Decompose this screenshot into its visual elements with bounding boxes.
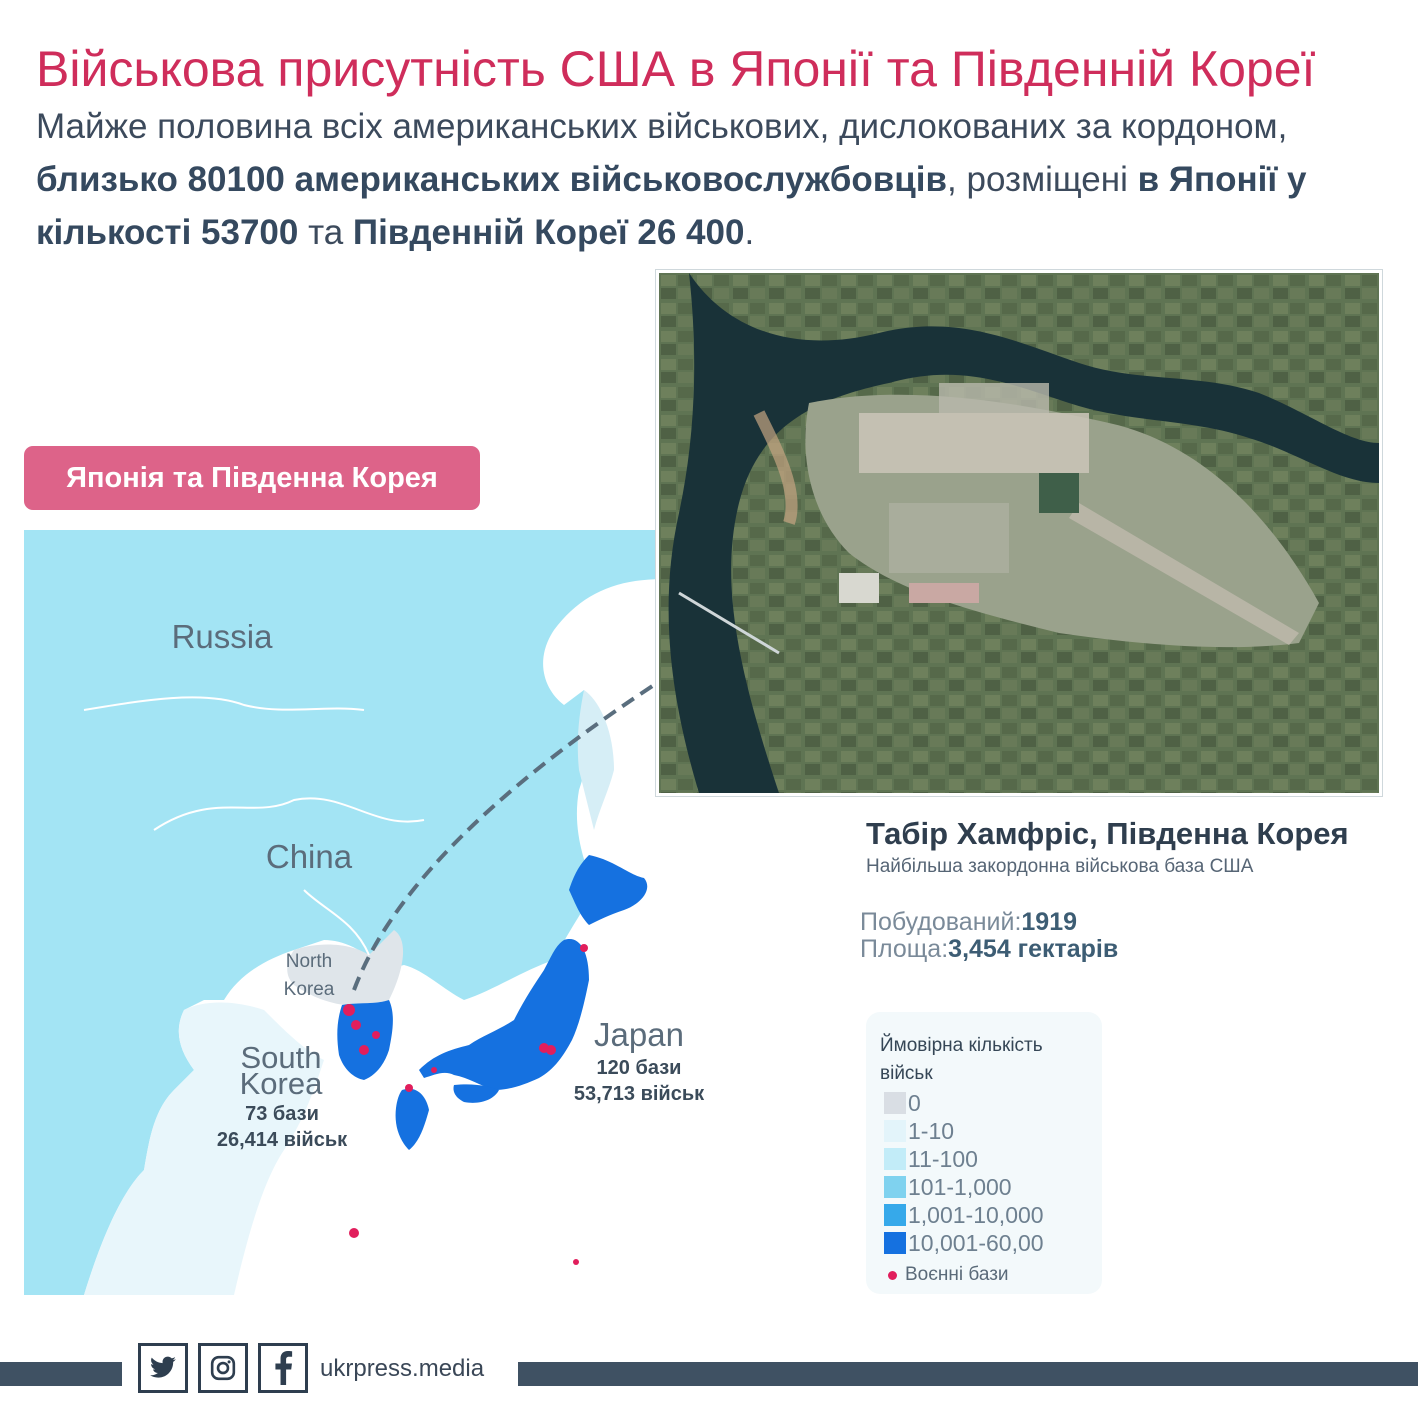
base-marker bbox=[405, 1084, 413, 1092]
legend-item bbox=[884, 1174, 1012, 1200]
base-marker bbox=[343, 1004, 355, 1016]
label-japan: Japan bbox=[594, 1016, 684, 1053]
base-marker bbox=[372, 1031, 380, 1039]
camp-area bbox=[860, 935, 1118, 964]
base-marker bbox=[580, 944, 588, 952]
legend-item bbox=[884, 1146, 978, 1172]
kyushu bbox=[396, 1089, 429, 1150]
region-pill: Японія та Південна Корея bbox=[24, 446, 480, 510]
legend-label: 0 bbox=[908, 1089, 921, 1116]
instagram-icon[interactable] bbox=[198, 1343, 248, 1393]
map-legend bbox=[866, 1012, 1102, 1294]
base-dot-icon bbox=[888, 1271, 897, 1280]
base-marker bbox=[431, 1067, 437, 1073]
japan-troops: 53,713 військ bbox=[573, 1083, 705, 1105]
hokkaido bbox=[569, 855, 647, 925]
camp-built bbox=[860, 908, 1077, 937]
okinawa-base-marker bbox=[349, 1228, 359, 1238]
legend-label: 1-10 bbox=[908, 1117, 955, 1144]
korea-bases: 73 бази bbox=[245, 1103, 319, 1125]
subtitle-text: . bbox=[744, 213, 755, 252]
area-value: 3,454 гектарів bbox=[948, 935, 1119, 963]
subtitle-text: та bbox=[298, 213, 353, 252]
legend-bases-label: Воєнні бази bbox=[905, 1264, 1009, 1285]
page-subtitle bbox=[36, 100, 1396, 259]
label-russia: Russia bbox=[171, 618, 273, 655]
camp-satellite-photo bbox=[656, 270, 1382, 796]
legend-swatch bbox=[884, 1176, 906, 1198]
legend-label: 101-1,000 bbox=[908, 1173, 1012, 1200]
legend-swatch bbox=[884, 1148, 906, 1170]
subtitle-total: близько 80100 американських військовослужбовців bbox=[36, 160, 948, 199]
facebook-icon[interactable] bbox=[258, 1343, 308, 1393]
legend-swatch bbox=[884, 1204, 906, 1226]
legend-title: Ймовірна кількість військ bbox=[880, 1035, 1043, 1084]
site-name[interactable]: ukrpress.media bbox=[320, 1355, 485, 1382]
page-title: Військова присутність США в Японії та Південній Кореї bbox=[36, 41, 1316, 97]
satellite-svg bbox=[659, 273, 1379, 793]
twitter-icon[interactable] bbox=[138, 1343, 188, 1393]
legend-label: 10,001-60,00 bbox=[908, 1229, 1044, 1256]
legend-label: 11-100 bbox=[908, 1145, 978, 1172]
subtitle-text: Майже половина всіх американських військових, дислокованих за кордоном, bbox=[36, 107, 1288, 146]
legend-item bbox=[884, 1118, 954, 1144]
footer-bar-left bbox=[0, 1362, 122, 1386]
island-base-marker bbox=[573, 1259, 579, 1265]
legend-label: 1,001-10,000 bbox=[908, 1201, 1044, 1228]
label-south-korea-2: Korea bbox=[239, 1066, 323, 1101]
label-north-korea-2: Korea bbox=[283, 979, 335, 1000]
legend-item bbox=[884, 1090, 921, 1116]
subtitle-korea: Південній Кореї 26 400 bbox=[352, 213, 745, 252]
area-label: Площа: bbox=[860, 935, 949, 963]
built-value: 1919 bbox=[1021, 908, 1078, 936]
label-north-korea-1: North bbox=[285, 951, 333, 972]
footer-bar-right bbox=[518, 1362, 1418, 1386]
subtitle-text: , розміщені bbox=[947, 160, 1138, 199]
korea-troops: 26,414 військ bbox=[216, 1129, 348, 1151]
built-label: Побудований: bbox=[860, 908, 1022, 936]
camp-subtitle: Найбільша закордонна військова база США bbox=[866, 856, 1254, 877]
label-china: China bbox=[265, 838, 353, 875]
legend-item bbox=[884, 1202, 1044, 1228]
subtitle-japan: в Японії у кількості 53700 bbox=[36, 160, 1307, 252]
camp-title: Табір Хамфріс, Південна Корея bbox=[866, 816, 1349, 851]
legend-bases bbox=[888, 1264, 1009, 1286]
base-marker bbox=[359, 1045, 369, 1055]
legend-swatch bbox=[884, 1120, 906, 1142]
japan-bases: 120 бази bbox=[596, 1057, 682, 1079]
sakhalin bbox=[578, 690, 614, 830]
legend-swatch bbox=[884, 1092, 906, 1114]
legend-item bbox=[884, 1230, 1044, 1256]
base-marker bbox=[351, 1020, 361, 1030]
base-marker bbox=[546, 1045, 556, 1055]
label-south-korea-1: South bbox=[240, 1040, 322, 1075]
legend-swatch bbox=[884, 1232, 906, 1254]
